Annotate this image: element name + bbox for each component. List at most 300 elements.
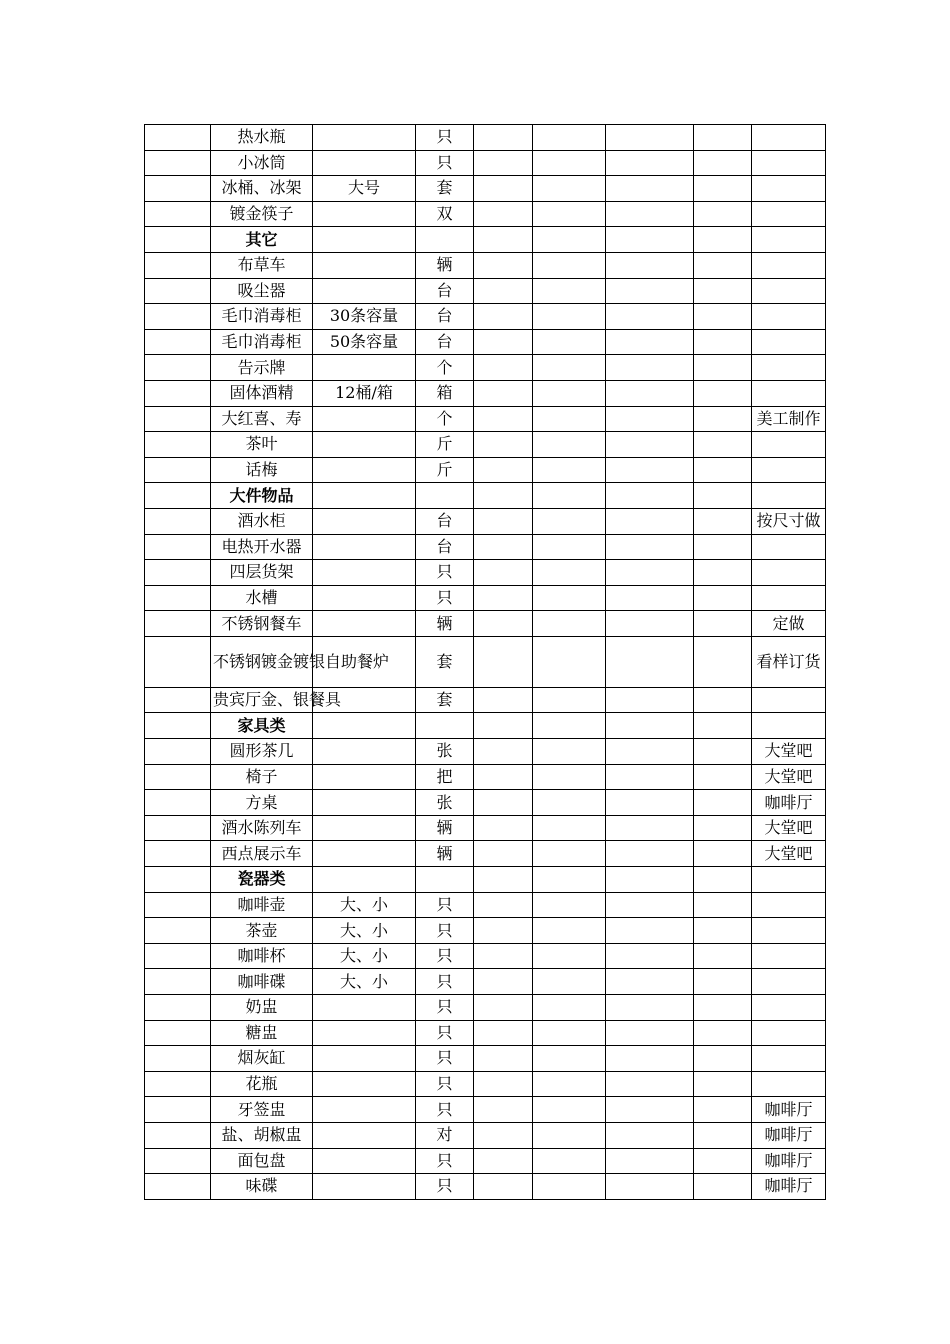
blank-cell — [606, 1046, 694, 1072]
blank-cell — [606, 176, 694, 202]
table-row — [145, 278, 826, 304]
blank-cell — [474, 969, 533, 995]
blank-cell — [606, 508, 694, 534]
item-name-cell: 布草车 — [211, 252, 313, 278]
blank-cell — [474, 713, 533, 739]
index-cell — [145, 1020, 211, 1046]
blank-cell — [533, 713, 606, 739]
item-name-cell: 话梅 — [211, 457, 313, 483]
spec-cell: 12桶/箱 — [313, 380, 416, 406]
table-row — [145, 304, 826, 330]
spec-cell — [313, 713, 416, 739]
table-row — [145, 841, 826, 867]
blank-cell — [533, 176, 606, 202]
blank-cell — [474, 278, 533, 304]
blank-cell — [533, 636, 606, 687]
blank-cell — [533, 739, 606, 765]
blank-cell — [606, 713, 694, 739]
spec-cell — [313, 815, 416, 841]
blank-cell — [533, 432, 606, 458]
table-row — [145, 687, 826, 713]
spec-cell — [313, 739, 416, 765]
item-name-cell: 咖啡壶 — [211, 892, 313, 918]
unit-cell: 只 — [416, 892, 474, 918]
blank-cell — [533, 508, 606, 534]
item-name-cell: 糖盅 — [211, 1020, 313, 1046]
table-row — [145, 1148, 826, 1174]
blank-cell — [606, 841, 694, 867]
category-name-cell: 大件物品 — [211, 483, 313, 509]
blank-cell — [606, 252, 694, 278]
blank-cell — [606, 943, 694, 969]
blank-cell — [474, 560, 533, 586]
note-cell: 咖啡厅 — [752, 1148, 826, 1174]
item-name-cell: 小冰筒 — [211, 150, 313, 176]
blank-cell — [474, 457, 533, 483]
item-name-cell: 吸尘器 — [211, 278, 313, 304]
blank-cell — [606, 1020, 694, 1046]
blank-cell — [474, 432, 533, 458]
unit-cell: 只 — [416, 943, 474, 969]
item-name-cell: 四层货架 — [211, 560, 313, 586]
index-cell — [145, 739, 211, 765]
blank-cell — [533, 125, 606, 151]
blank-cell — [533, 1174, 606, 1200]
unit-cell: 只 — [416, 560, 474, 586]
table-row — [145, 380, 826, 406]
table-row — [145, 1046, 826, 1072]
note-cell — [752, 227, 826, 253]
index-cell — [145, 304, 211, 330]
blank-cell — [474, 1046, 533, 1072]
spec-cell — [313, 764, 416, 790]
blank-cell — [606, 1122, 694, 1148]
note-cell: 定做 — [752, 611, 826, 637]
note-cell: 按尺寸做 — [752, 508, 826, 534]
blank-cell — [606, 1148, 694, 1174]
blank-cell — [606, 125, 694, 151]
blank-cell — [606, 790, 694, 816]
blank-cell — [533, 355, 606, 381]
table-row — [145, 150, 826, 176]
item-name-cell: 不锈钢餐车 — [211, 611, 313, 637]
note-cell: 看样订货 — [752, 636, 826, 687]
item-name-cell: 盐、胡椒盅 — [211, 1122, 313, 1148]
unit-cell — [416, 227, 474, 253]
index-cell — [145, 892, 211, 918]
blank-cell — [694, 585, 752, 611]
item-name-cell: 烟灰缸 — [211, 1046, 313, 1072]
blank-cell — [533, 790, 606, 816]
blank-cell — [694, 995, 752, 1021]
item-name-cell: 贵宾厅金、银餐具 — [211, 687, 313, 713]
index-cell — [145, 713, 211, 739]
unit-cell: 只 — [416, 1071, 474, 1097]
blank-cell — [694, 483, 752, 509]
unit-cell: 只 — [416, 969, 474, 995]
category-name-cell: 家具类 — [211, 713, 313, 739]
item-name-cell: 镀金筷子 — [211, 201, 313, 227]
index-cell — [145, 969, 211, 995]
blank-cell — [694, 739, 752, 765]
blank-cell — [606, 483, 694, 509]
blank-cell — [533, 201, 606, 227]
blank-cell — [606, 867, 694, 893]
blank-cell — [606, 304, 694, 330]
blank-cell — [606, 406, 694, 432]
unit-cell: 个 — [416, 406, 474, 432]
unit-cell: 台 — [416, 508, 474, 534]
blank-cell — [694, 636, 752, 687]
blank-cell — [606, 560, 694, 586]
index-cell — [145, 329, 211, 355]
index-cell — [145, 252, 211, 278]
table-row — [145, 815, 826, 841]
index-cell — [145, 611, 211, 637]
blank-cell — [533, 150, 606, 176]
index-cell — [145, 278, 211, 304]
item-name-cell: 酒水柜 — [211, 508, 313, 534]
blank-cell — [694, 1097, 752, 1123]
blank-cell — [474, 892, 533, 918]
table-row — [145, 739, 826, 765]
category-row — [145, 867, 826, 893]
spec-cell — [313, 867, 416, 893]
unit-cell: 把 — [416, 764, 474, 790]
unit-cell: 台 — [416, 304, 474, 330]
blank-cell — [694, 687, 752, 713]
blank-cell — [474, 790, 533, 816]
unit-cell: 个 — [416, 355, 474, 381]
table-row — [145, 995, 826, 1021]
blank-cell — [694, 1122, 752, 1148]
note-cell — [752, 867, 826, 893]
blank-cell — [606, 969, 694, 995]
blank-cell — [474, 150, 533, 176]
blank-cell — [474, 1148, 533, 1174]
blank-cell — [694, 790, 752, 816]
item-name-cell: 茶叶 — [211, 432, 313, 458]
spec-cell — [313, 534, 416, 560]
blank-cell — [606, 636, 694, 687]
blank-cell — [474, 918, 533, 944]
blank-cell — [474, 201, 533, 227]
blank-cell — [474, 125, 533, 151]
blank-cell — [606, 764, 694, 790]
blank-cell — [606, 611, 694, 637]
index-cell — [145, 380, 211, 406]
blank-cell — [694, 841, 752, 867]
item-name-cell: 酒水陈列车 — [211, 815, 313, 841]
unit-cell: 台 — [416, 329, 474, 355]
blank-cell — [606, 329, 694, 355]
index-cell — [145, 1097, 211, 1123]
blank-cell — [533, 943, 606, 969]
blank-cell — [694, 534, 752, 560]
blank-cell — [474, 1174, 533, 1200]
blank-cell — [474, 1122, 533, 1148]
note-cell — [752, 176, 826, 202]
category-name-cell: 其它 — [211, 227, 313, 253]
index-cell — [145, 1174, 211, 1200]
blank-cell — [694, 508, 752, 534]
blank-cell — [533, 918, 606, 944]
blank-cell — [533, 687, 606, 713]
item-name-cell: 咖啡杯 — [211, 943, 313, 969]
spec-cell — [313, 790, 416, 816]
item-name-cell: 圆形茶几 — [211, 739, 313, 765]
table-row — [145, 943, 826, 969]
blank-cell — [533, 329, 606, 355]
equipment-list-table — [144, 124, 826, 1200]
category-row — [145, 227, 826, 253]
spec-cell — [313, 227, 416, 253]
blank-cell — [694, 969, 752, 995]
blank-cell — [474, 867, 533, 893]
index-cell — [145, 585, 211, 611]
blank-cell — [606, 201, 694, 227]
table-row — [145, 790, 826, 816]
blank-cell — [606, 739, 694, 765]
blank-cell — [694, 892, 752, 918]
spec-cell: 大、小 — [313, 969, 416, 995]
spec-cell — [313, 483, 416, 509]
blank-cell — [474, 687, 533, 713]
blank-cell — [694, 611, 752, 637]
blank-cell — [694, 918, 752, 944]
blank-cell — [694, 329, 752, 355]
spec-cell — [313, 508, 416, 534]
spec-cell — [313, 1071, 416, 1097]
table-row — [145, 201, 826, 227]
blank-cell — [694, 227, 752, 253]
blank-cell — [474, 1020, 533, 1046]
index-cell — [145, 636, 211, 687]
blank-cell — [606, 278, 694, 304]
blank-cell — [533, 1122, 606, 1148]
unit-cell: 双 — [416, 201, 474, 227]
blank-cell — [474, 636, 533, 687]
category-row — [145, 483, 826, 509]
spec-cell — [313, 560, 416, 586]
blank-cell — [694, 1071, 752, 1097]
blank-cell — [694, 560, 752, 586]
unit-cell: 张 — [416, 790, 474, 816]
blank-cell — [533, 815, 606, 841]
note-cell — [752, 1071, 826, 1097]
index-cell — [145, 764, 211, 790]
unit-cell: 只 — [416, 1148, 474, 1174]
blank-cell — [694, 1148, 752, 1174]
blank-cell — [533, 1071, 606, 1097]
unit-cell: 只 — [416, 918, 474, 944]
blank-cell — [694, 815, 752, 841]
index-cell — [145, 227, 211, 253]
blank-cell — [533, 892, 606, 918]
table-row — [145, 406, 826, 432]
blank-cell — [474, 764, 533, 790]
note-cell — [752, 995, 826, 1021]
table-row — [145, 892, 826, 918]
blank-cell — [694, 278, 752, 304]
note-cell — [752, 1020, 826, 1046]
unit-cell: 斤 — [416, 432, 474, 458]
table-row — [145, 1097, 826, 1123]
item-name-cell: 茶壶 — [211, 918, 313, 944]
note-cell — [752, 713, 826, 739]
table-row — [145, 534, 826, 560]
unit-cell: 只 — [416, 1097, 474, 1123]
spec-cell — [313, 355, 416, 381]
blank-cell — [474, 585, 533, 611]
index-cell — [145, 560, 211, 586]
table-row — [145, 1020, 826, 1046]
blank-cell — [474, 483, 533, 509]
note-cell — [752, 483, 826, 509]
table-row — [145, 432, 826, 458]
unit-cell: 辆 — [416, 841, 474, 867]
table-row — [145, 918, 826, 944]
item-name-cell: 奶盅 — [211, 995, 313, 1021]
blank-cell — [533, 560, 606, 586]
blank-cell — [694, 713, 752, 739]
spec-cell — [313, 432, 416, 458]
spec-cell — [313, 278, 416, 304]
blank-cell — [694, 943, 752, 969]
note-cell — [752, 969, 826, 995]
blank-cell — [606, 150, 694, 176]
index-cell — [145, 687, 211, 713]
note-cell — [752, 304, 826, 330]
blank-cell — [694, 201, 752, 227]
spec-cell — [313, 585, 416, 611]
blank-cell — [474, 304, 533, 330]
unit-cell: 套 — [416, 687, 474, 713]
index-cell — [145, 125, 211, 151]
note-cell — [752, 892, 826, 918]
spec-cell — [313, 406, 416, 432]
index-cell — [145, 176, 211, 202]
item-name-cell: 水槽 — [211, 585, 313, 611]
table-row — [145, 176, 826, 202]
unit-cell: 只 — [416, 125, 474, 151]
blank-cell — [606, 1174, 694, 1200]
blank-cell — [694, 432, 752, 458]
unit-cell: 台 — [416, 278, 474, 304]
note-cell — [752, 252, 826, 278]
unit-cell: 只 — [416, 995, 474, 1021]
blank-cell — [694, 176, 752, 202]
blank-cell — [606, 585, 694, 611]
item-name-cell: 冰桶、冰架 — [211, 176, 313, 202]
blank-cell — [533, 380, 606, 406]
note-cell — [752, 585, 826, 611]
spec-cell: 30条容量 — [313, 304, 416, 330]
blank-cell — [474, 406, 533, 432]
item-name-cell: 方桌 — [211, 790, 313, 816]
table-row — [145, 1174, 826, 1200]
blank-cell — [533, 1097, 606, 1123]
index-cell — [145, 1071, 211, 1097]
blank-cell — [533, 841, 606, 867]
blank-cell — [533, 867, 606, 893]
item-name-cell: 花瓶 — [211, 1071, 313, 1097]
unit-cell — [416, 713, 474, 739]
spec-cell: 50条容量 — [313, 329, 416, 355]
blank-cell — [694, 764, 752, 790]
spec-cell — [313, 995, 416, 1021]
spec-cell — [313, 201, 416, 227]
note-cell — [752, 329, 826, 355]
table-row — [145, 1071, 826, 1097]
unit-cell — [416, 483, 474, 509]
note-cell — [752, 278, 826, 304]
table-row — [145, 125, 826, 151]
spec-cell: 大、小 — [313, 892, 416, 918]
index-cell — [145, 1122, 211, 1148]
blank-cell — [474, 227, 533, 253]
category-name-cell: 瓷器类 — [211, 867, 313, 893]
unit-cell: 套 — [416, 176, 474, 202]
index-cell — [145, 150, 211, 176]
blank-cell — [606, 457, 694, 483]
index-cell — [145, 995, 211, 1021]
note-cell — [752, 687, 826, 713]
blank-cell — [606, 1097, 694, 1123]
spec-cell — [313, 1046, 416, 1072]
blank-cell — [533, 534, 606, 560]
blank-cell — [474, 355, 533, 381]
item-name-cell: 大红喜、寿 — [211, 406, 313, 432]
table-row — [145, 611, 826, 637]
index-cell — [145, 790, 211, 816]
blank-cell — [694, 252, 752, 278]
blank-cell — [474, 611, 533, 637]
blank-cell — [474, 995, 533, 1021]
index-cell — [145, 867, 211, 893]
spec-cell — [313, 1174, 416, 1200]
index-cell — [145, 355, 211, 381]
table-row — [145, 1122, 826, 1148]
item-name-cell: 毛巾消毒柜 — [211, 329, 313, 355]
unit-cell: 只 — [416, 1046, 474, 1072]
note-cell — [752, 1046, 826, 1072]
table-row — [145, 329, 826, 355]
blank-cell — [606, 892, 694, 918]
index-cell — [145, 534, 211, 560]
blank-cell — [606, 918, 694, 944]
blank-cell — [474, 1071, 533, 1097]
blank-cell — [606, 227, 694, 253]
note-cell: 咖啡厅 — [752, 1097, 826, 1123]
blank-cell — [533, 969, 606, 995]
blank-cell — [694, 150, 752, 176]
blank-cell — [533, 483, 606, 509]
table-row — [145, 252, 826, 278]
index-cell — [145, 841, 211, 867]
table-row — [145, 636, 826, 687]
spec-cell — [313, 1097, 416, 1123]
blank-cell — [606, 1071, 694, 1097]
unit-cell: 箱 — [416, 380, 474, 406]
table-row — [145, 508, 826, 534]
unit-cell: 台 — [416, 534, 474, 560]
blank-cell — [606, 815, 694, 841]
blank-cell — [474, 841, 533, 867]
unit-cell: 张 — [416, 739, 474, 765]
item-name-cell: 固体酒精 — [211, 380, 313, 406]
note-cell — [752, 432, 826, 458]
